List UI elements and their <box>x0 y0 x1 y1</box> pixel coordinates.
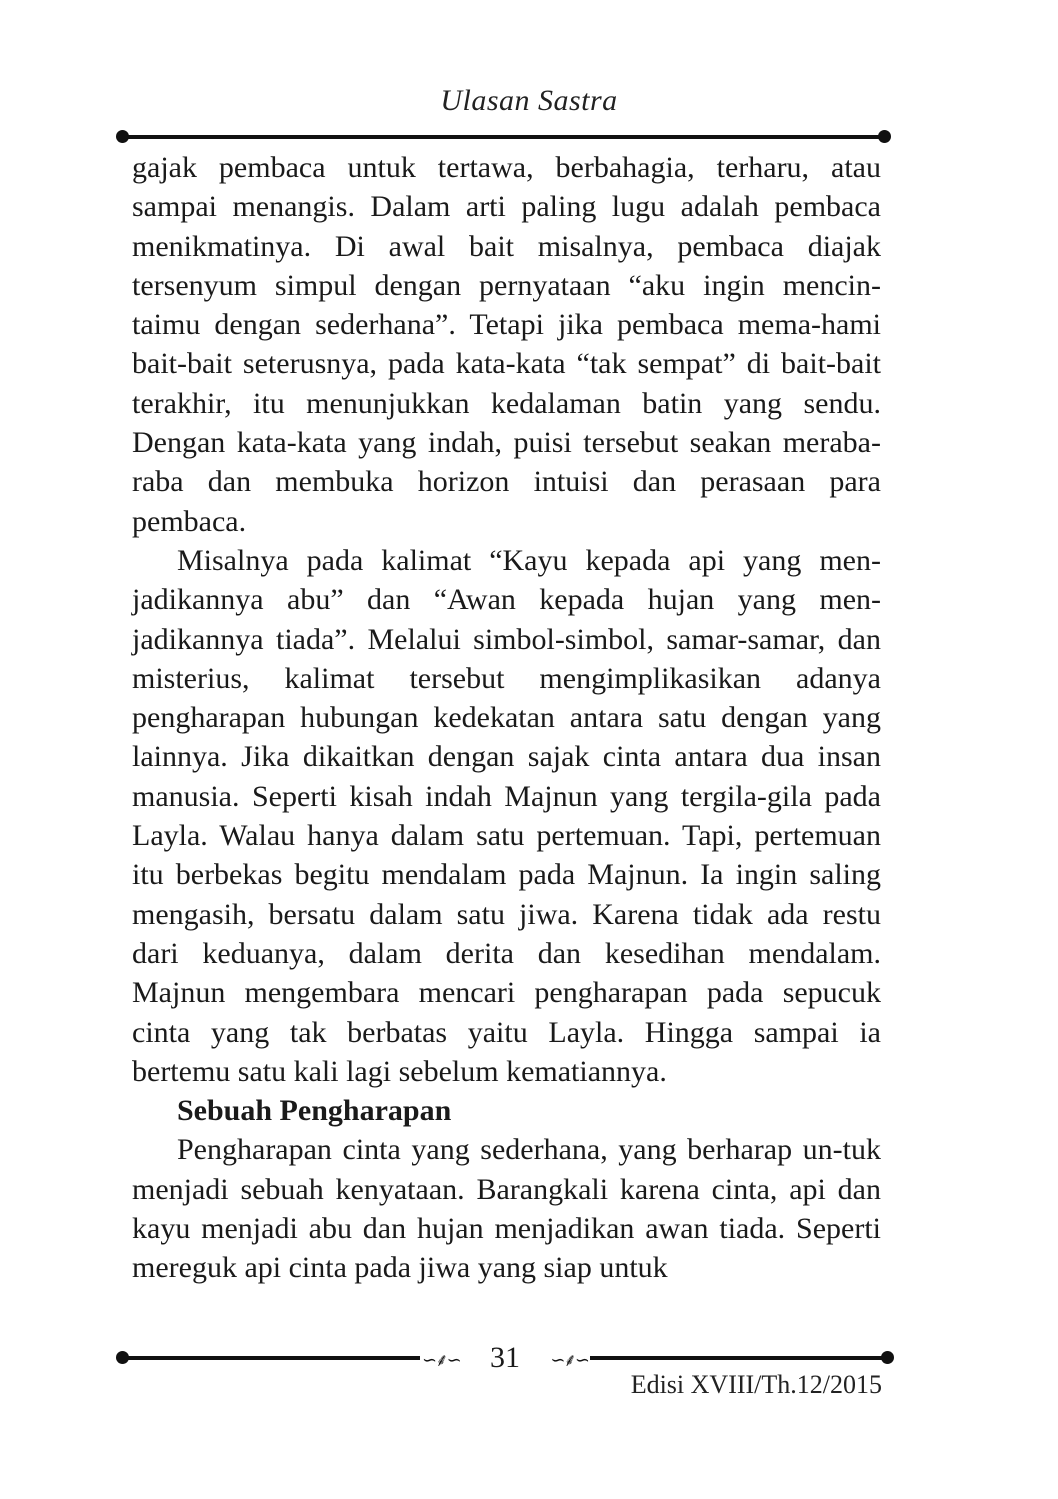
footer-divider-left <box>122 1356 420 1360</box>
footer-divider-right <box>590 1356 888 1360</box>
divider-dot-left <box>116 130 129 143</box>
header-divider <box>122 135 885 139</box>
page-body <box>132 148 881 1288</box>
flourish-ornament-icon: ∽⸙∽ <box>422 1350 460 1370</box>
divider-dot-right <box>878 130 891 143</box>
paragraph-continued: gajak pembaca untuk tertawa, berbahagia, terharu, atau sampai menangis. Dalam arti paling lugu adalah pembaca menikmatinya. Di awal bait misalnya, pembaca diajak tersenyum simpul dengan pernyataan “aku ingin mencin-taimu dengan sederhana”. Tetapi jika pembaca mema-hami bait-bait seterusnya, pada kata-kata “tak sempat” di bait-bait terakhir, itu menunjukkan kedalaman batin yang sendu. Dengan kata-kata yang indah, puisi tersebut seakan meraba-raba dan membuka horizon intuisi dan perasaan para pembaca. <box>132 151 881 538</box>
section-paragraph: Pengharapan cinta yang sederhana, yang berharap un-tuk menjadi sebuah kenyataan. Barangkali karena cinta, api dan kayu menjadi abu dan hujan menjadikan awan tiada. Seperti mereguk api cinta pada jiwa yang siap untuk <box>132 1133 881 1285</box>
section-heading: Sebuah Pengharapan <box>177 1094 452 1128</box>
page-number-block <box>420 1338 590 1378</box>
divider-dot-right <box>881 1351 894 1364</box>
edition-label: Edisi XVIII/Th.12/2015 <box>630 1370 882 1399</box>
divider-dot-left <box>116 1351 129 1364</box>
flourish-ornament-icon: ∽⸙∽ <box>550 1350 588 1370</box>
running-header-title: Ulasan Sastra <box>440 84 618 117</box>
page-number: 31 <box>490 1341 520 1374</box>
paragraph: Misalnya pada kalimat “Kayu kepada api yang men-jadikannya abu” dan “Awan kepada hujan yang men-jadikannya tiada”. Melalui simbol-simbol, samar-samar, dan misterius, kalimat tersebut mengimplikasikan adanya pengharapan hubungan kedekatan antara satu dengan yang lainnya. Jika dikaitkan dengan sajak cinta antara dua insan manusia. Seperti kisah indah Majnun yang tergila-gila pada Layla. Walau hanya dalam satu pertemuan. Tapi, pertemuan itu berbekas begitu mendalam pada Majnun. Ia ingin saling mengasih, bersatu dalam satu jiwa. Karena tidak ada restu dari keduanya, dalam derita dan kesedihan mendalam. Majnun mengembara mencari pengharapan pada sepucuk cinta yang tak berbatas yaitu Layla. Hingga sampai ia bertemu satu kali lagi sebelum kematiannya. <box>132 543 881 1088</box>
